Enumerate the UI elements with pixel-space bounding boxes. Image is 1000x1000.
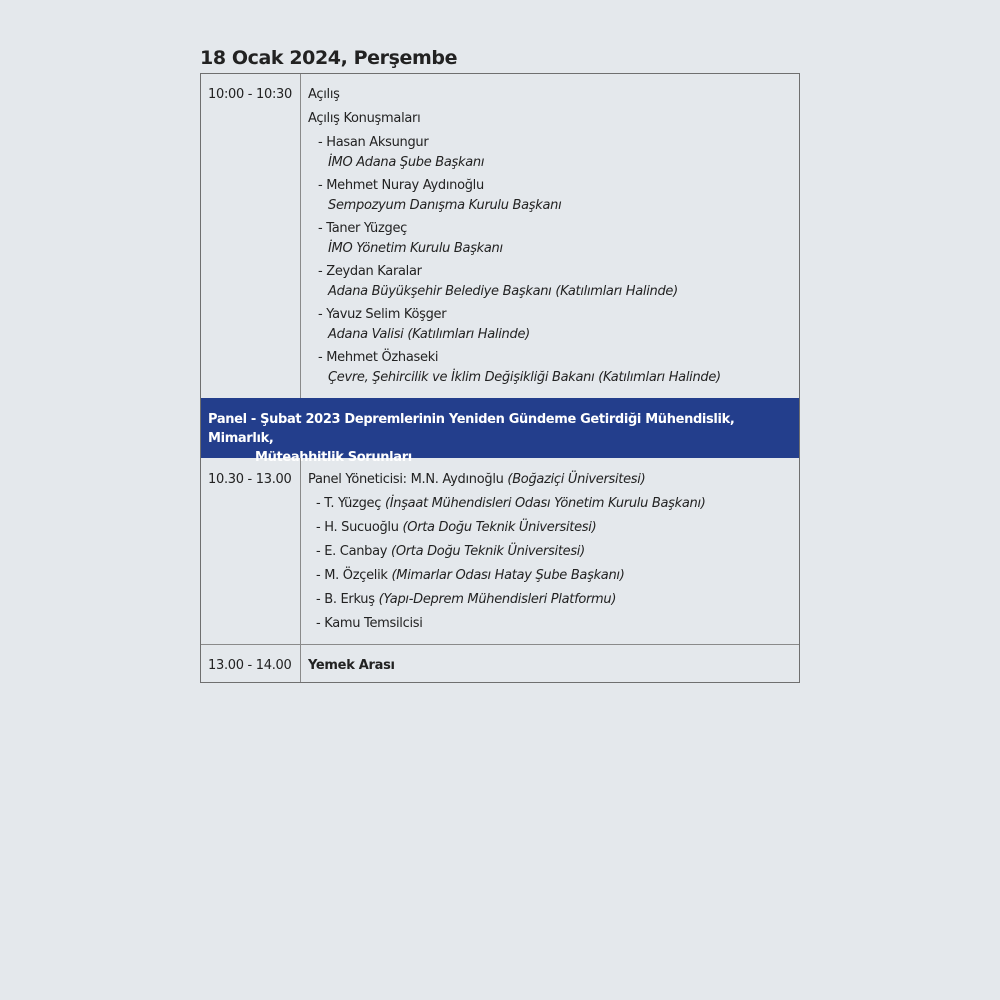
panelist-item [308,542,799,566]
speaker-name: - Zeydan Karalar [318,264,422,279]
panelist-item [308,566,799,590]
panel-time: 10.30 - 13.00 [201,458,301,644]
speaker-role: İMO Yönetim Kurulu Başkanı [328,241,503,256]
speaker-name: - Yavuz Selim Köşger [318,307,447,322]
speaker-item [308,262,799,305]
speaker-role: Adana Büyükşehir Belediye Başkanı (Katılımları Halinde) [328,284,678,299]
speaker-name: - Taner Yüzgeç [318,221,408,236]
panel-row [201,458,799,644]
panelist-affiliation: (Mimarlar Odası Hatay Şube Başkanı) [391,568,625,583]
lunch-row [201,644,799,682]
panel-content [301,458,799,644]
panelist-affiliation: (Orta Doğu Teknik Üniversitesi) [391,544,585,559]
panel-header-line2: Müteahhitlik Sorunları [255,450,412,465]
opening-content [301,74,799,398]
opening-row [201,74,799,398]
speaker-name: - Hasan Aksungur [318,135,429,150]
panelist-affiliation: (Orta Doğu Teknik Üniversitesi) [402,520,597,535]
opening-time: 10:00 - 10:30 [201,74,301,398]
speaker-role: Sempozyum Danışma Kurulu Başkanı [328,198,562,213]
panelist-item [308,614,799,638]
speaker-name: - Mehmet Nuray Aydınoğlu [318,178,484,193]
panelist-item [308,518,799,542]
panel-moderator [308,470,799,494]
panelist-name: - Kamu Temsilcisi [316,616,423,631]
speaker-item [308,176,799,219]
moderator-affiliation: (Boğaziçi Üniversitesi) [507,472,646,487]
lunch-label: Yemek Arası [308,658,395,673]
panelist-name: - E. Canbay [316,544,388,559]
speaker-role: İMO Adana Şube Başkanı [328,155,485,170]
page-title: 18 Ocak 2024, Perşembe [200,47,458,69]
program-table [200,73,800,683]
panel-header [201,398,799,465]
panelist-name: - T. Yüzgeç [316,496,382,511]
speaker-item [308,219,799,262]
panelist-item [308,494,799,518]
panelist-affiliation: (Yapı-Deprem Mühendisleri Platformu) [378,592,617,607]
speaker-name: - Mehmet Özhaseki [318,350,439,365]
panelist-name: - B. Erkuş [316,592,375,607]
panel-header-line1: Panel - Şubat 2023 Depremlerinin Yeniden Gündeme Getirdiği Mühendislik, Mimarlık, [208,412,735,446]
speaker-item [308,305,799,348]
speaker-role: Çevre, Şehircilik ve İklim Değişikliği Bakanı (Katılımları Halinde) [328,370,721,385]
speaker-role: Adana Valisi (Katılımları Halinde) [328,327,530,342]
speaker-item [308,133,799,176]
panelist-name: - M. Özçelik [316,568,388,583]
opening-heading: Açılış [308,87,340,102]
panelist-name: - H. Sucuoğlu [316,520,399,535]
panelist-affiliation: (İnşaat Mühendisleri Odası Yönetim Kurulu Başkanı) [384,496,706,511]
moderator-label: Panel Yöneticisi: M.N. Aydınoğlu [308,472,504,487]
speaker-item [308,348,799,391]
lunch-time: 13.00 - 14.00 [201,645,301,682]
opening-subheading: Açılış Konuşmaları [308,111,421,126]
panelist-item [308,590,799,614]
